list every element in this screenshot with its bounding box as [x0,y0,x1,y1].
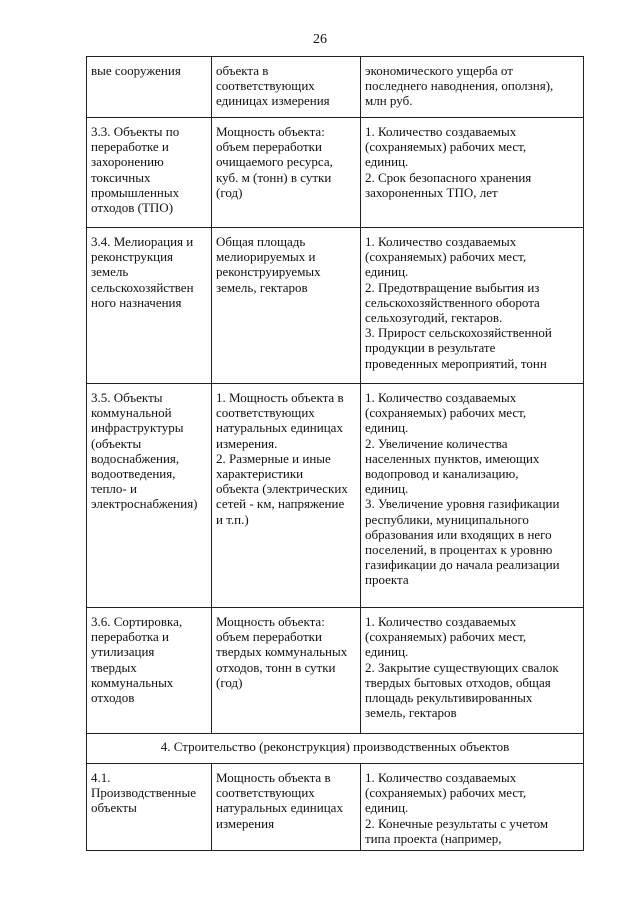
object-type-cell: 3.3. Объекты по переработке и захоронению токсичных промышленных отходов (ТПО) [87,118,212,228]
table-row [87,608,584,734]
table-row [87,228,584,384]
object-type-cell: 3.6. Сортировка, переработка и утилизация твердых коммунальных отходов [87,608,212,734]
result-indicator-cell: 1. Количество создаваемых (сохраняемых) рабочих мест, единиц. 2. Закрытие существующих свалок твердых бытовых отходов, общая площадь рекультивированных земель, гектаров [361,608,584,734]
table-row [87,384,584,608]
result-indicator-cell: 1. Количество создаваемых (сохраняемых) рабочих мест, единиц. 2. Увеличение количества населенных пунктов, имеющих водопровод и канализацию, единиц. 3. Увеличение уровня газификации республики, муниципального образования или входящих в него поселений, в процентах к уровню газификации до начала реализации проекта [361,384,584,608]
table-row [87,118,584,228]
capacity-cell: объекта в соответствующих единицах измерения [212,57,361,118]
section-row [87,734,584,764]
table-row [87,764,584,851]
object-type-cell: 3.5. Объекты коммунальной инфраструктуры (объекты водоснабжения, водоотведения, тепло- и электроснабжения) [87,384,212,608]
table-row [87,57,584,118]
indicator-table [86,56,584,851]
result-indicator-cell: 1. Количество создаваемых (сохраняемых) рабочих мест, единиц. 2. Конечные результаты с учетом типа проекта (например, [361,764,584,851]
capacity-cell: Мощность объекта в соответствующих натуральных единицах измерения [212,764,361,851]
object-type-cell: 3.4. Мелиорация и реконструкция земель сельскохозяйствен ного назначения [87,228,212,384]
result-indicator-cell: 1. Количество создаваемых (сохраняемых) рабочих мест, единиц. 2. Срок безопасного хранения захороненных ТПО, лет [361,118,584,228]
section-heading: 4. Строительство (реконструкция) производственных объектов [87,734,584,764]
result-indicator-cell: экономического ущерба от последнего наводнения, оползня), млн руб. [361,57,584,118]
capacity-cell: Мощность объекта: объем переработки очищаемого ресурса, куб. м (тонн) в сутки (год) [212,118,361,228]
capacity-cell: Мощность объекта: объем переработки твердых коммунальных отходов, тонн в сутки (год) [212,608,361,734]
object-type-cell: вые сооружения [87,57,212,118]
capacity-cell: Общая площадь мелиорируемых и реконструируемых земель, гектаров [212,228,361,384]
result-indicator-cell: 1. Количество создаваемых (сохраняемых) рабочих мест, единиц. 2. Предотвращение выбытия из сельскохозяйственного оборота сельхозугодий, гектаров. 3. Прирост сельскохозяйственной продукции в результате проведенных мероприятий, тонн [361,228,584,384]
object-type-cell: 4.1. Производственные объекты [87,764,212,851]
capacity-cell: 1. Мощность объекта в соответствующих натуральных единицах измерения. 2. Размерные и иные характеристики объекта (электрических сетей - км, напряжение и т.п.) [212,384,361,608]
page-number: 26 [313,32,327,47]
